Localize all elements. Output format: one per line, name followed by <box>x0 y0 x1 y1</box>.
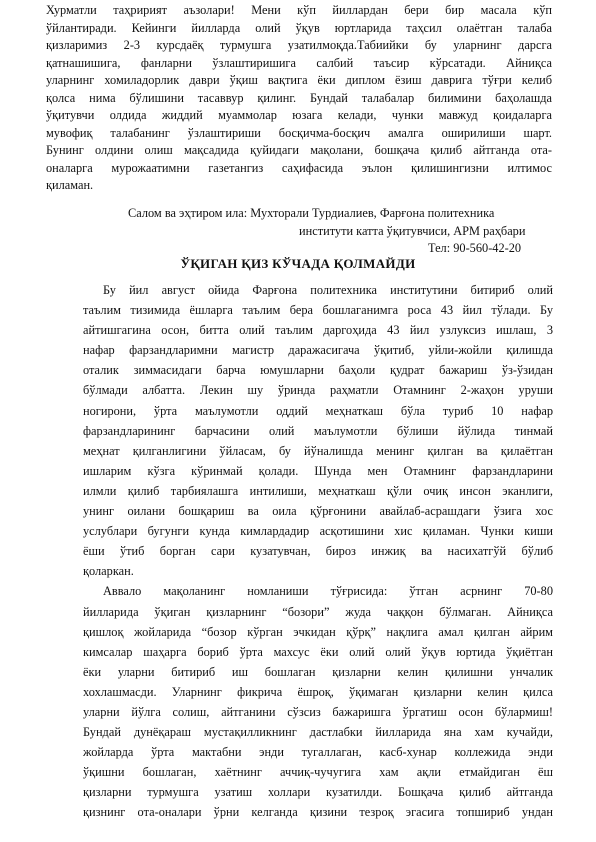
body-line: ишларим кўзга кўринмай қолади. Шунда мен Отамнинг фарзандларини <box>83 463 553 478</box>
body-line: йилларида ўқиган қизларнинг “бозори” жуда чаққон бўлмаган. Айниқса <box>83 604 553 619</box>
signature-phone: Тел: 90-560-42-20 <box>428 241 522 255</box>
body-line: оталик зиммасидаги барча юмушларни баҳоли қудрат бажариш ўз-ўзидан <box>83 363 553 378</box>
body-line: Бу йил август ойида Фарғона политехника институтини битириб олий <box>103 283 553 297</box>
intro-line: қатнашишига, фанларни ўзлаштиришига салбий таъсир кўрсатади. Айниқса <box>46 55 552 70</box>
body-line: қишлоқ жойларида “бозор кўрган эчкидан қўрқ” нақлига амал қилган айрим <box>83 624 553 639</box>
body-line: Аввало мақоланинг номланиши тўғрисида: ўтган асрнинг 70-80 <box>103 584 553 599</box>
intro-paragraph <box>46 2 552 195</box>
intro-line: ўқитувчи олдида жиддий муаммолар юзага келади, чунки мавжуд қоидаларга <box>46 108 552 123</box>
body-line: нафар фарзандларимни магистр даражасигача ўқитиб, уйли-жойли қилишда <box>83 343 553 358</box>
body-line: ёши ўтиб борган сари кузатувчан, бироз инжиқ ва насихатгўй бўлиб <box>83 544 553 559</box>
body-line: айтишгагина осон, битта олий таълим даргоҳида 43 йил узлуксиз ишлаш, 3 <box>83 323 553 338</box>
body-line: ногирони, ўрта маълумотли оддий меҳнаткаш бўла туриб 10 нафар <box>83 403 553 418</box>
intro-line: қолса нима бўлишини тасаввур қилинг. Бундай талабалар билимини баҳолашда <box>46 90 552 105</box>
intro-line: уларнинг хомиладорлик даври ўқиш вақтига ёки диплом ёзиш даврига тўғри келиб <box>46 73 552 88</box>
intro-line: қизларимиз 2-3 курсдаёқ турмушга узатилмоқда.Табиийки бу уларнинг дарсга <box>46 38 552 53</box>
intro-line: қиламан. <box>46 178 94 193</box>
body-line: бўлмади албатта. Лекин шу ўринда раҳматли Отамнинг 2-жаҳон уруши <box>83 383 553 398</box>
body-line: услублари бугунги кунда кимлардадир асқотишини хис қиламан. Чунки киши <box>83 524 553 539</box>
intro-line: мувофиқ талабанинг ўзлаштириши босқичма-босқич амалга оширилиши шарт. <box>46 125 552 140</box>
intro-line: Бунинг олдини олиш мақсадида қуйидаги мақолани, бошқача қилиб айтганда ота- <box>46 143 552 158</box>
body-line: уларни йўлга солиш, айтганини сўзсиз бажаришга ўргатиш осон бўлармиш! <box>83 704 553 719</box>
article-body <box>83 280 553 823</box>
body-line: ўқишни бошлаган, хаётнинг аччиқ-чучугига хам ақли етмайдиган ёш <box>83 765 553 780</box>
body-line: меҳнат қилганлигини ўйласам, бу йўналишда менинг қилган ва қилаётган <box>83 443 553 458</box>
intro-line: ўйлантиради. Кейинги йилларда олий ўқув юртларида таҳсил олаётган талаба <box>46 20 552 35</box>
body-line: Бундай дунёқараш мустақилликнинг дастлабки йилларида яна хам кучайди, <box>83 725 553 740</box>
body-line: қоларкан. <box>83 564 134 579</box>
body-line: фарзандларининг барчасини олий маълумотли бўлиши йўлида тинмай <box>83 423 553 438</box>
body-line: таълим тизимида ёшларга таълим бера бошлаганимга роса 43 йил тўлади. Бу <box>83 303 553 318</box>
body-line: қизнинг ота-оналари ўрни келганда қизини тезроқ эгасига топшириб ундан <box>83 805 553 820</box>
intro-line: оналарга мурожаатимни газетангиз саҳифасида эълон қилишингизни илтимос <box>46 160 552 175</box>
body-line: илмли қилиб тарбиялашга интилиши, меҳнаткаш қўли очиқ инсон эканлиги, <box>83 483 553 498</box>
signature-line-2: институти катта ўқитувчиси, АРМ раҳбари <box>299 224 526 238</box>
signature-line-1: Салом ва эҳтиром ила: Мухторали Турдиалиев, Фарғона политехника <box>128 206 495 220</box>
body-line: кимсалар шаҳарга бориб ўрта махсус ёки олий олий ўқув юртида ўқиётган <box>83 644 553 659</box>
article-title: ЎҚИГАН ҚИЗ КЎЧАДА ҚОЛМАЙДИ <box>180 256 416 271</box>
intro-line: Хурматли таҳририят аъзолари! Мени кўп йиллардан бери бир масала кўп <box>46 3 552 17</box>
body-line: жойларда ўрта мактабни энди тугаллаган, касб-хунар коллежида энди <box>83 745 553 760</box>
body-line: хохлашмасди. Уларнинг фикрича ёшроқ, ўқимаган қизларни келин қилса <box>83 684 553 699</box>
body-line: унинг оилани бошқариш ва оила қўрғонини авайлаб-асрашдаги ўзига хос <box>83 504 553 519</box>
body-line: ёки уларни битириб иш бошлаган қизларни келин қилишни унчалик <box>83 664 553 679</box>
body-line: қизларни турмушга узатиш холлари кузатилди. Бошқача қилиб айтганда <box>83 785 553 800</box>
